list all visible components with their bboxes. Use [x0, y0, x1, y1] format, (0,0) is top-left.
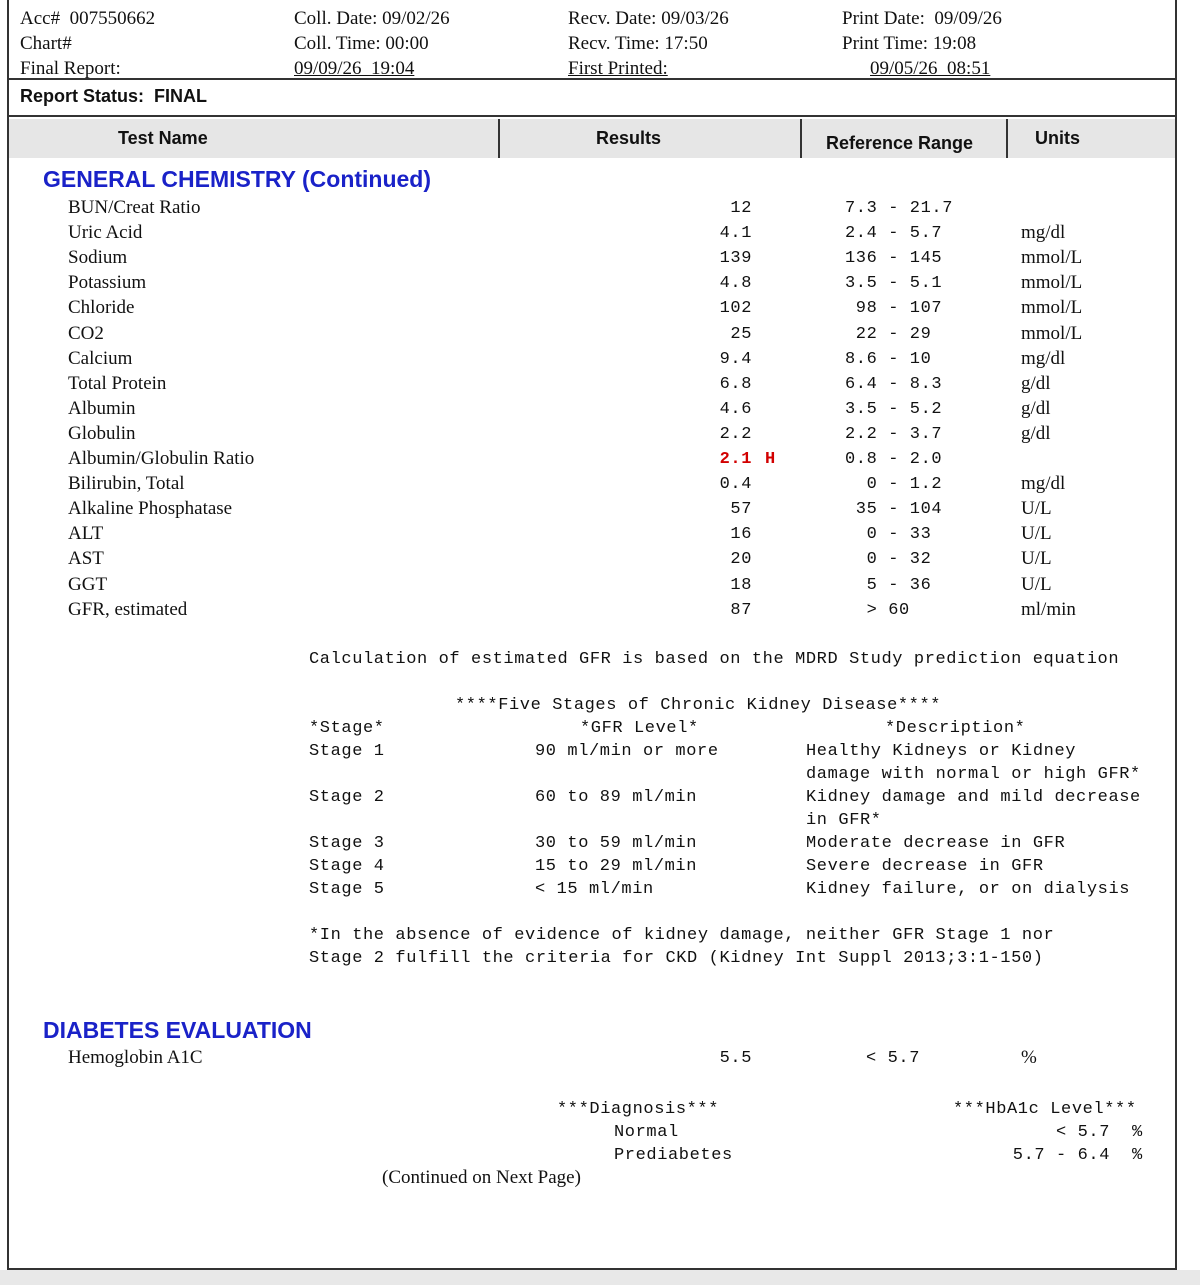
test-units: mg/dl: [1021, 473, 1066, 494]
header-bottom-rule: [7, 115, 1177, 117]
test-name: Globulin: [68, 423, 136, 444]
test-name: Potassium: [68, 272, 147, 293]
gfr-note: Calculation of estimated GFR is based on the MDRD Study prediction equation: [309, 650, 1120, 669]
acc-label: Acc#: [20, 8, 61, 29]
hba1c-level-header: ***HbA1c Level***: [953, 1100, 1137, 1119]
continued-note: (Continued on Next Page): [382, 1167, 581, 1188]
test-result: 4.8: [719, 274, 752, 293]
coll-date: Coll. Date: 09/02/26: [294, 8, 450, 29]
ckd-desc: Severe decrease in GFR: [806, 857, 1044, 876]
test-units: mg/dl: [1021, 348, 1066, 369]
ckd-stage: Stage 4: [309, 857, 385, 876]
ckd-stage: Stage 3: [309, 834, 385, 853]
column-divider-3: [1006, 119, 1008, 158]
test-name: BUN/Creat Ratio: [68, 197, 201, 218]
reference-range: 35 - 104: [845, 500, 943, 519]
reference-range: 3.5 - 5.1: [845, 274, 943, 293]
report-status: [20, 86, 207, 107]
test-units: mmol/L: [1021, 323, 1083, 344]
report-status-label: Report Status:: [20, 86, 145, 106]
chart-label: Chart#: [20, 33, 72, 54]
test-units: mg/dl: [1021, 222, 1066, 243]
reference-range: > 60: [845, 601, 910, 620]
page-bottom-band: [0, 1270, 1200, 1285]
test-units: mmol/L: [1021, 297, 1083, 318]
ckd-desc: in GFR*: [806, 811, 882, 830]
test-name: Bilirubin, Total: [68, 473, 185, 494]
final-report-label: Final Report:: [20, 58, 121, 79]
hba1c-name: Hemoglobin A1C: [68, 1047, 203, 1068]
hba1c-unit: %: [1132, 1146, 1143, 1165]
hba1c-range: < 5.7: [866, 1049, 921, 1068]
test-name: Calcium: [68, 348, 133, 369]
hba1c-level: < 5.7: [1055, 1123, 1110, 1142]
test-name: Albumin: [68, 398, 136, 419]
reference-range: 22 - 29: [845, 325, 932, 344]
print-date: Print Date: 09/09/26: [842, 8, 1002, 29]
col-test-name: Test Name: [118, 128, 208, 148]
test-name: Chloride: [68, 297, 135, 318]
test-units: g/dl: [1021, 398, 1051, 419]
test-result: 2.1: [719, 450, 752, 469]
test-result: 4.1: [719, 224, 752, 243]
test-units: g/dl: [1021, 423, 1051, 444]
acc-value: 007550662: [69, 8, 156, 29]
diagnosis-header: ***Diagnosis***: [557, 1100, 720, 1119]
ckd-stage: Stage 2: [309, 788, 385, 807]
ckd-desc: damage with normal or high GFR*: [806, 765, 1141, 784]
section-title-diabetes: DIABETES EVALUATION: [43, 1017, 312, 1043]
coll-stamp: 09/09/26 19:04: [294, 58, 415, 79]
hba1c-result: 5.5: [719, 1049, 752, 1068]
recv-date: Recv. Date: 09/03/26: [568, 8, 729, 29]
test-result: 57: [730, 500, 752, 519]
column-divider-2: [800, 119, 802, 158]
hba1c-units: %: [1021, 1047, 1037, 1068]
reference-range: 0 - 33: [845, 525, 932, 544]
reference-range: 3.5 - 5.2: [845, 400, 943, 419]
test-name: Total Protein: [68, 373, 167, 394]
reference-range: 5 - 36: [845, 576, 932, 595]
test-name: ALT: [68, 523, 104, 544]
test-units: U/L: [1021, 574, 1052, 595]
col-results: Results: [596, 128, 662, 148]
ckd-level: < 15 ml/min: [535, 880, 654, 899]
reference-range: 2.2 - 3.7: [845, 425, 943, 444]
ckd-footnote-2: Stage 2 fulfill the criteria for CKD (Kidney Int Suppl 2013;3:1-150): [309, 949, 1044, 968]
recv-time: Recv. Time: 17:50: [568, 33, 708, 54]
ckd-desc: Moderate decrease in GFR: [806, 834, 1066, 853]
ckd-title: ****Five Stages of Chronic Kidney Disease****: [455, 696, 942, 715]
test-result: 18: [730, 576, 752, 595]
col-reference-range: Reference Range: [826, 133, 974, 153]
test-result: 6.8: [719, 375, 752, 394]
test-name: Sodium: [68, 247, 128, 268]
test-name: Uric Acid: [68, 222, 143, 243]
ckd-desc: Kidney damage and mild decrease: [806, 788, 1141, 807]
ckd-level: 90 ml/min or more: [535, 742, 719, 761]
test-result: 20: [730, 550, 752, 569]
test-units: mmol/L: [1021, 272, 1083, 293]
test-result: 2.2: [719, 425, 752, 444]
ckd-stage: Stage 5: [309, 880, 385, 899]
reference-range: 136 - 145: [845, 249, 943, 268]
test-result: 9.4: [719, 350, 752, 369]
column-divider-1: [498, 119, 500, 158]
ckd-stage: Stage 1: [309, 742, 385, 761]
test-result: 16: [730, 525, 752, 544]
test-result: 4.6: [719, 400, 752, 419]
reference-range: 6.4 - 8.3: [845, 375, 943, 394]
first-printed-label: First Printed:: [568, 58, 668, 79]
print-stamp: 09/05/26 08:51: [870, 58, 991, 79]
reference-range: 0 - 1.2: [845, 475, 943, 494]
test-result: 12: [730, 199, 752, 218]
test-units: U/L: [1021, 548, 1052, 569]
print-time: Print Time: 19:08: [842, 33, 977, 54]
test-units: U/L: [1021, 523, 1052, 544]
test-name: Alkaline Phosphatase: [68, 498, 233, 519]
ckd-level: 60 to 89 ml/min: [535, 788, 698, 807]
hba1c-unit: %: [1132, 1123, 1143, 1142]
col-units: Units: [1035, 128, 1080, 148]
test-result: 25: [730, 325, 752, 344]
test-result: 139: [719, 249, 752, 268]
test-result: 0.4: [719, 475, 752, 494]
test-units: g/dl: [1021, 373, 1051, 394]
ckd-footnote-1: *In the absence of evidence of kidney damage, neither GFR Stage 1 nor: [309, 926, 1055, 945]
test-units: mmol/L: [1021, 247, 1083, 268]
section-title-chemistry: GENERAL CHEMISTRY (Continued): [43, 166, 432, 192]
test-result: 87: [730, 601, 752, 620]
test-result: 102: [719, 299, 752, 318]
diagnosis-label: Normal: [614, 1123, 679, 1142]
ckd-level: 15 to 29 ml/min: [535, 857, 698, 876]
test-name: AST: [68, 548, 104, 569]
report-status-value: FINAL: [154, 86, 208, 106]
ckd-desc: Kidney failure, or on dialysis: [806, 880, 1131, 899]
diagnosis-label: Prediabetes: [614, 1146, 733, 1165]
reference-range: 8.6 - 10: [845, 350, 932, 369]
ckd-desc-header: *Description*: [885, 719, 1026, 738]
test-name: GFR, estimated: [68, 599, 188, 620]
ckd-level: 30 to 59 ml/min: [535, 834, 698, 853]
high-flag: H: [765, 450, 776, 469]
test-units: U/L: [1021, 498, 1052, 519]
test-name: Albumin/Globulin Ratio: [68, 448, 255, 469]
reference-range: 0.8 - 2.0: [845, 450, 943, 469]
ckd-stage-header: *Stage*: [309, 719, 385, 738]
acc-line: [20, 8, 155, 30]
ckd-level-header: *GFR Level*: [580, 719, 699, 738]
test-name: GGT: [68, 574, 108, 595]
test-units: ml/min: [1021, 599, 1076, 620]
coll-time: Coll. Time: 00:00: [294, 33, 429, 54]
ckd-desc: Healthy Kidneys or Kidney: [806, 742, 1077, 761]
reference-range: 0 - 32: [845, 550, 932, 569]
reference-range: 2.4 - 5.7: [845, 224, 943, 243]
test-name: CO2: [68, 323, 104, 344]
reference-range: 98 - 107: [845, 299, 943, 318]
reference-range: 7.3 - 21.7: [845, 199, 954, 218]
hba1c-level: 5.7 - 6.4: [1012, 1146, 1110, 1165]
